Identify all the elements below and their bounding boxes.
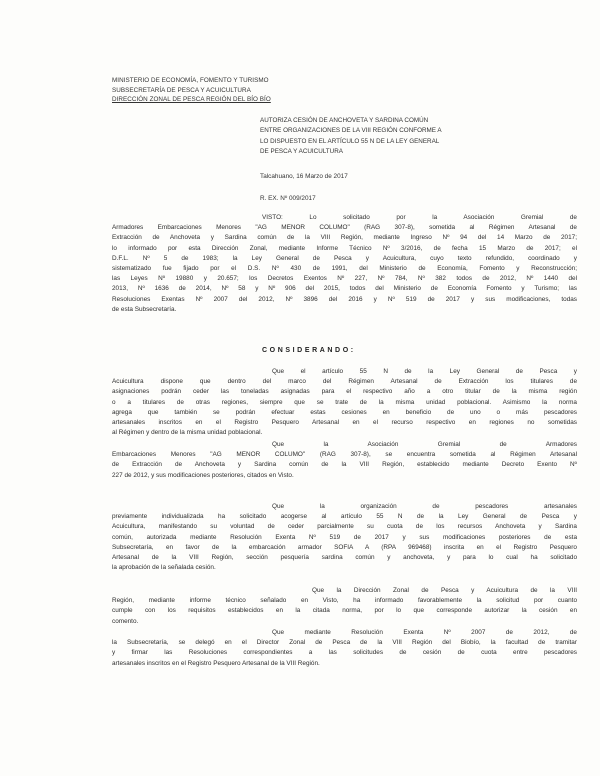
paragraph-line: de esta Subsecretaría. (112, 305, 177, 313)
paragraph-line: Que mediante Resolución Exenta Nº 2007 de 2012, de (272, 629, 577, 636)
paragraph-line: Artesanal de la VIII Región, sección pesquería sardina común y anchoveta, y para lo cual ha solicitado (112, 554, 577, 562)
place-date (260, 172, 348, 181)
paragraph-line: al Régimen y dentro de la misma unidad poblacional. (112, 429, 263, 437)
paragraph-line: Resoluciones Exentas Nº 2007 del 2012, Nº 3896 del 2016 y Nº 519 de 2017 y sus modificaciones, todas (112, 295, 577, 303)
paragraph-line: 227 de 2012, y sus modificaciones posteriores, citados en Visto. (112, 471, 294, 479)
ministry-header (112, 76, 302, 105)
visto-paragraph (112, 213, 577, 315)
considerando-paragraph (112, 440, 577, 481)
paragraph-line: D.F.L. Nº 5 de 1983; la Ley General de Pesca y Acuicultura, cuyo texto refundido, coordinado y (112, 254, 577, 262)
paragraph-line: Acuicultura, manifestando su voluntad de ceder parcialmente su cuota de los recursos Anchoveta y Sardina (112, 523, 577, 531)
paragraph-line: comento. (112, 617, 139, 625)
considerando-paragraph (112, 586, 577, 627)
paragraph-line: lo informado por esta Dirección Zonal, mediante Informe Técnico Nº 3/2016, de fecha 15 Marzo de 2017; el (112, 244, 577, 252)
paragraph-line: asignaciones podrán ceder las toneladas asignadas para el respectivo año a otro titular de la misma región (112, 388, 577, 396)
considerando-paragraph (112, 367, 577, 438)
paragraph-line: Extracción de Anchoveta y Sardina común de la VIII Región, mediante Ingreso Nº 94 del 14 Marzo de 2017; (112, 234, 577, 242)
paragraph-line: de Extracción de Anchoveta y Sardina común de la VIII Región, establecido mediante Decreto Exento Nº (112, 461, 577, 469)
place-date-text: Talcahuano, 16 Marzo de 2017 (260, 173, 348, 180)
paragraph-line: o a titulares de otras regiones, siempre que se trate de la misma unidad poblacional. Asimismo la norma (112, 398, 577, 406)
paragraph-line: y firmar las Resoluciones correspondientes a las solicitudes de cesión de cuota entre pescadores (112, 649, 577, 657)
paragraph-line: artesanales inscritos en el Registro Pesquero Artesanal de la VIII Región. (112, 659, 320, 667)
considerando-paragraph (112, 502, 577, 573)
title-line: AUTORIZA CESIÓN DE ANCHOVETA Y SARDINA COMÚN (260, 117, 429, 124)
paragraph-line: la aprobación de la señalada cesión. (112, 564, 216, 572)
paragraph-line: las Leyes Nº 19880 y 20.657; los Decretos Exentos Nº 227, Nº 784, Nº 382 todos de 2012, Nº 1440 del (112, 275, 577, 283)
paragraph-line: agrega que también se podrán efectuar estas cesiones en beneficio de uno o más pescadores (112, 408, 577, 416)
paragraph-line: Que la organización de pescadores artesanales (272, 503, 577, 510)
paragraph-line: Subsecretaría, en favor de la embarcación armador SOFIA A (RPA 969468) inscrita en el Registro Pesquero (112, 543, 577, 551)
resolution-number-text: R. EX. Nº 009/2017 (260, 195, 316, 202)
resolution-number (260, 194, 316, 203)
paragraph-line: artesanales inscritos en el Registro Pesquero Artesanal en el recurso respectivo en regiones no sometidas (112, 419, 577, 427)
paragraph-line: Armadores Embarcaciones Menores "AG MENOR COLUMO" (RAG 307-8), sometida al Régimen Artesanal de (112, 224, 577, 232)
paragraph-line: previamente individualizada ha solicitado acogerse al artículo 55 N de la Ley General de Pesca y (112, 513, 577, 521)
title-line: LO DISPUESTO EN EL ARTÍCULO 55 N DE LA LEY GENERAL (260, 137, 440, 145)
paragraph-line: 2013, Nº 1636 de 2014, Nº 58 y Nº 906 del 2015, todos del Ministerio de Economía Fomento y Turismo; las (112, 285, 577, 293)
paragraph-line: Embarcaciones Menores "AG MENOR COLUMO" (RAG 307-8), se encuentra sometida al Régimen Artesanal (112, 451, 577, 459)
paragraph-line: Región, mediante informe técnico señalado en Visto, ha informado favorablemente la solicitud por cuanto (112, 597, 577, 605)
paragraph-line: común, autorizada mediante Resolución Exenta Nº 519 de 2017 y sus modificaciones posteriores de esta (112, 533, 577, 541)
ministry-line: MINISTERIO DE ECONOMÍA, FOMENTO Y TURISMO (112, 77, 269, 84)
direccion-zonal-line: DIRECCIÓN ZONAL DE PESCA REGIÓN DEL BÍO BÍO (112, 96, 271, 104)
title-line: ENTRE ORGANIZACIONES DE LA VIII REGIÓN CONFORME A (260, 127, 442, 135)
resolution-title (260, 116, 570, 158)
considerando-paragraph (112, 628, 577, 669)
paragraph-line: cumple con los requisitos establecidos en la citada norma, por lo que corresponde autorizar la cesión en (112, 607, 577, 615)
title-line: DE PESCA Y ACUICULTURA (260, 148, 343, 156)
subsecretaria-line: SUBSECRETARÍA DE PESCA Y ACUICULTURA (112, 86, 251, 94)
paragraph-line: VISTO: Lo solicitado por la Asociación Gremial de (262, 214, 577, 221)
paragraph-line: Que la Asociación Gremial de Armadores (272, 441, 577, 448)
considerando-heading: CONSIDERANDO: (262, 347, 356, 354)
paragraph-line: Acuicultura dispone que dentro del marco del Régimen Artesanal de Extracción los titulares de (112, 378, 577, 386)
paragraph-line: sistematizado fue fijado por el D.S. Nº 430 de 1991, del Ministerio de Economía, Fomento y Reconstrucción; (112, 265, 577, 273)
paragraph-line: Que el artículo 55 N de la Ley General de Pesca y (272, 368, 577, 375)
paragraph-line: Que la Dirección Zonal de Pesca y Acuicultura de la VIII (312, 587, 577, 594)
paragraph-line: la Subsecretaría, se delegó en el Director Zonal de Pesca de la VIII Región del Biobío, la facultad de tramitar (112, 639, 577, 647)
